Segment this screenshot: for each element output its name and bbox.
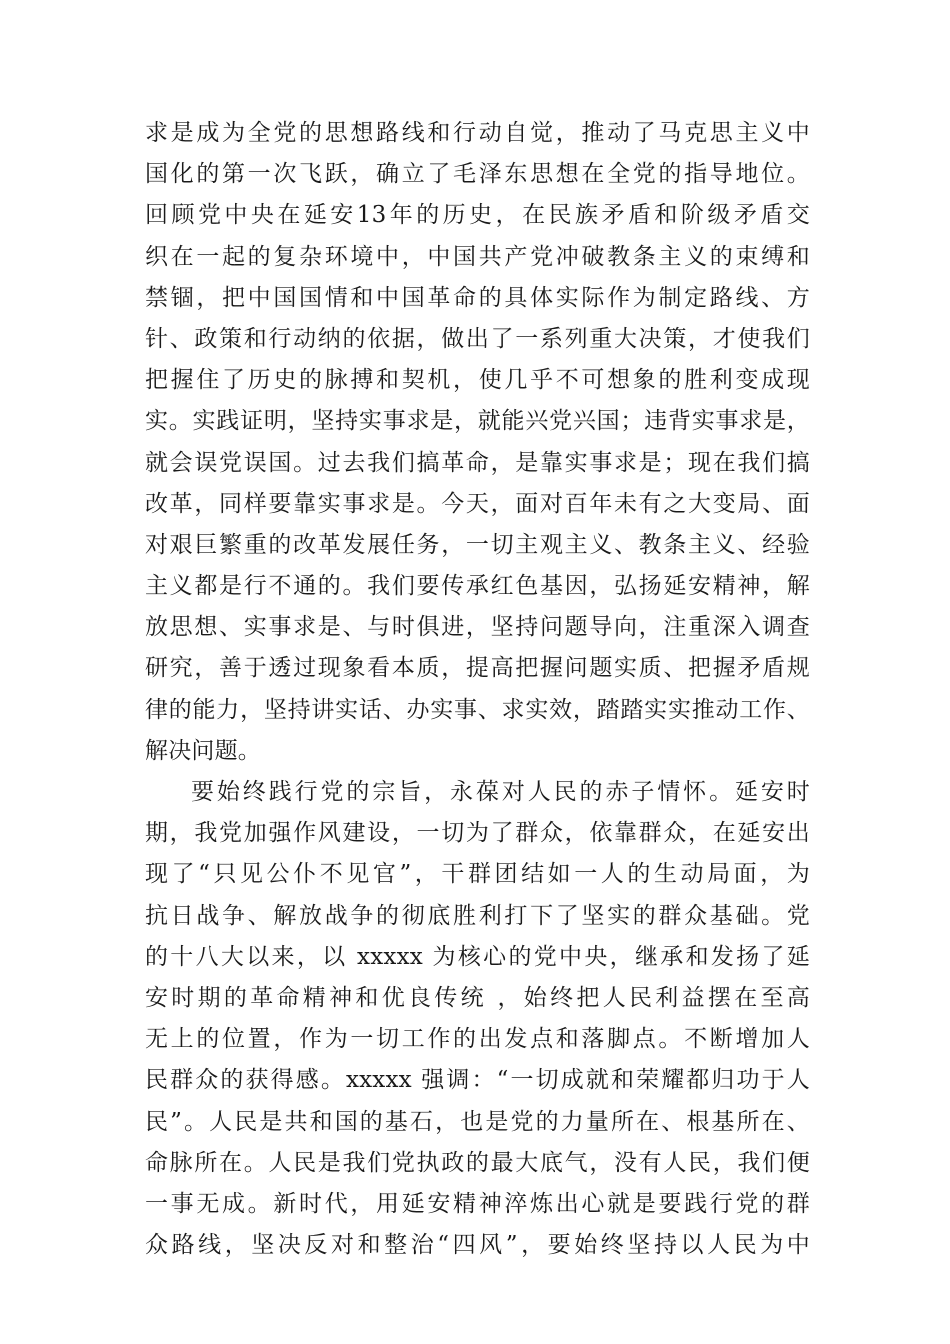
text-line: 民”。人民是共和国的基石，也是党的力量所在、根基所在、	[145, 1108, 810, 1135]
text-line: 现了“只见公仆不见官”，干群团结如一人的生动局面，为	[145, 861, 810, 888]
text-line: 民群众的获得感。xxxxx 强调：“一切成就和荣耀都归功于人	[145, 1067, 810, 1094]
text-line: 解决问题。	[145, 737, 261, 764]
text-line: 放思想、实事求是、与时俱进，坚持问题导向，注重深入调查	[145, 614, 810, 641]
text-line: 国化的第一次飞跃，确立了毛泽东思想在全党的指导地位。	[145, 161, 810, 188]
text-line: 期，我党加强作风建设，一切为了群众，依靠群众，在延安出	[145, 820, 810, 847]
text-line: 求是成为全党的思想路线和行动自觉，推动了马克思主义中	[145, 120, 810, 146]
paragraph-serve-people	[145, 772, 810, 1266]
text-line: 一事无成。新时代，用延安精神淬炼出心就是要践行党的群	[145, 1190, 810, 1217]
text-line: 要始终践行党的宗旨，永葆对人民的赤子情怀。延安时	[191, 779, 810, 805]
text-line: 研究，善于透过现象看本质，提高把握问题实质、把握矛盾规	[145, 655, 810, 682]
text-line: 把握住了历史的脉搏和契机，使几乎不可想象的胜利变成现	[145, 367, 810, 394]
text-line: 命脉所在。人民是我们党执政的最大底气，没有人民，我们便	[145, 1149, 810, 1176]
text-line: 回顾党中央在延安13年的历史，在民族矛盾和阶级矛盾交	[145, 202, 810, 229]
text-line: 安时期的革命精神和优良传统 ，始终把人民利益摆在至高	[145, 984, 810, 1011]
text-line: 抗日战争、解放战争的彻底胜利打下了坚实的群众基础。党	[145, 902, 810, 929]
text-line: 实。实践证明，坚持实事求是，就能兴党兴国；违背实事求是，	[145, 408, 810, 435]
text-line: 针、政策和行动纳的依据，做出了一系列重大决策，才使我们	[145, 325, 810, 352]
body-text	[145, 113, 810, 1266]
text-line: 主义都是行不通的。我们要传承红色基因，弘扬延安精神，解	[145, 573, 810, 600]
text-line: 禁锢，把中国国情和中国革命的具体实际作为制定路线、方	[145, 284, 810, 311]
text-line: 众路线，坚决反对和整治“四风”，要始终坚持以人民为中	[145, 1232, 810, 1259]
text-line: 无上的位置，作为一切工作的出发点和落脚点。不断增加人	[145, 1026, 810, 1053]
text-line: 对艰巨繁重的改革发展任务，一切主观主义、教条主义、经验	[145, 531, 810, 558]
text-line: 的十八大以来，以 xxxxx 为核心的党中央，继承和发扬了延	[145, 943, 810, 970]
text-line: 改革，同样要靠实事求是。今天，面对百年未有之大变局、面	[145, 490, 810, 517]
text-line: 织在一起的复杂环境中，中国共产党冲破教条主义的束缚和	[145, 243, 810, 270]
paragraph-seek-truth	[145, 113, 810, 772]
text-line: 律的能力，坚持讲实话、办实事、求实效，踏踏实实推动工作、	[145, 696, 810, 723]
text-line: 就会误党误国。过去我们搞革命，是靠实事求是；现在我们搞	[145, 449, 810, 476]
